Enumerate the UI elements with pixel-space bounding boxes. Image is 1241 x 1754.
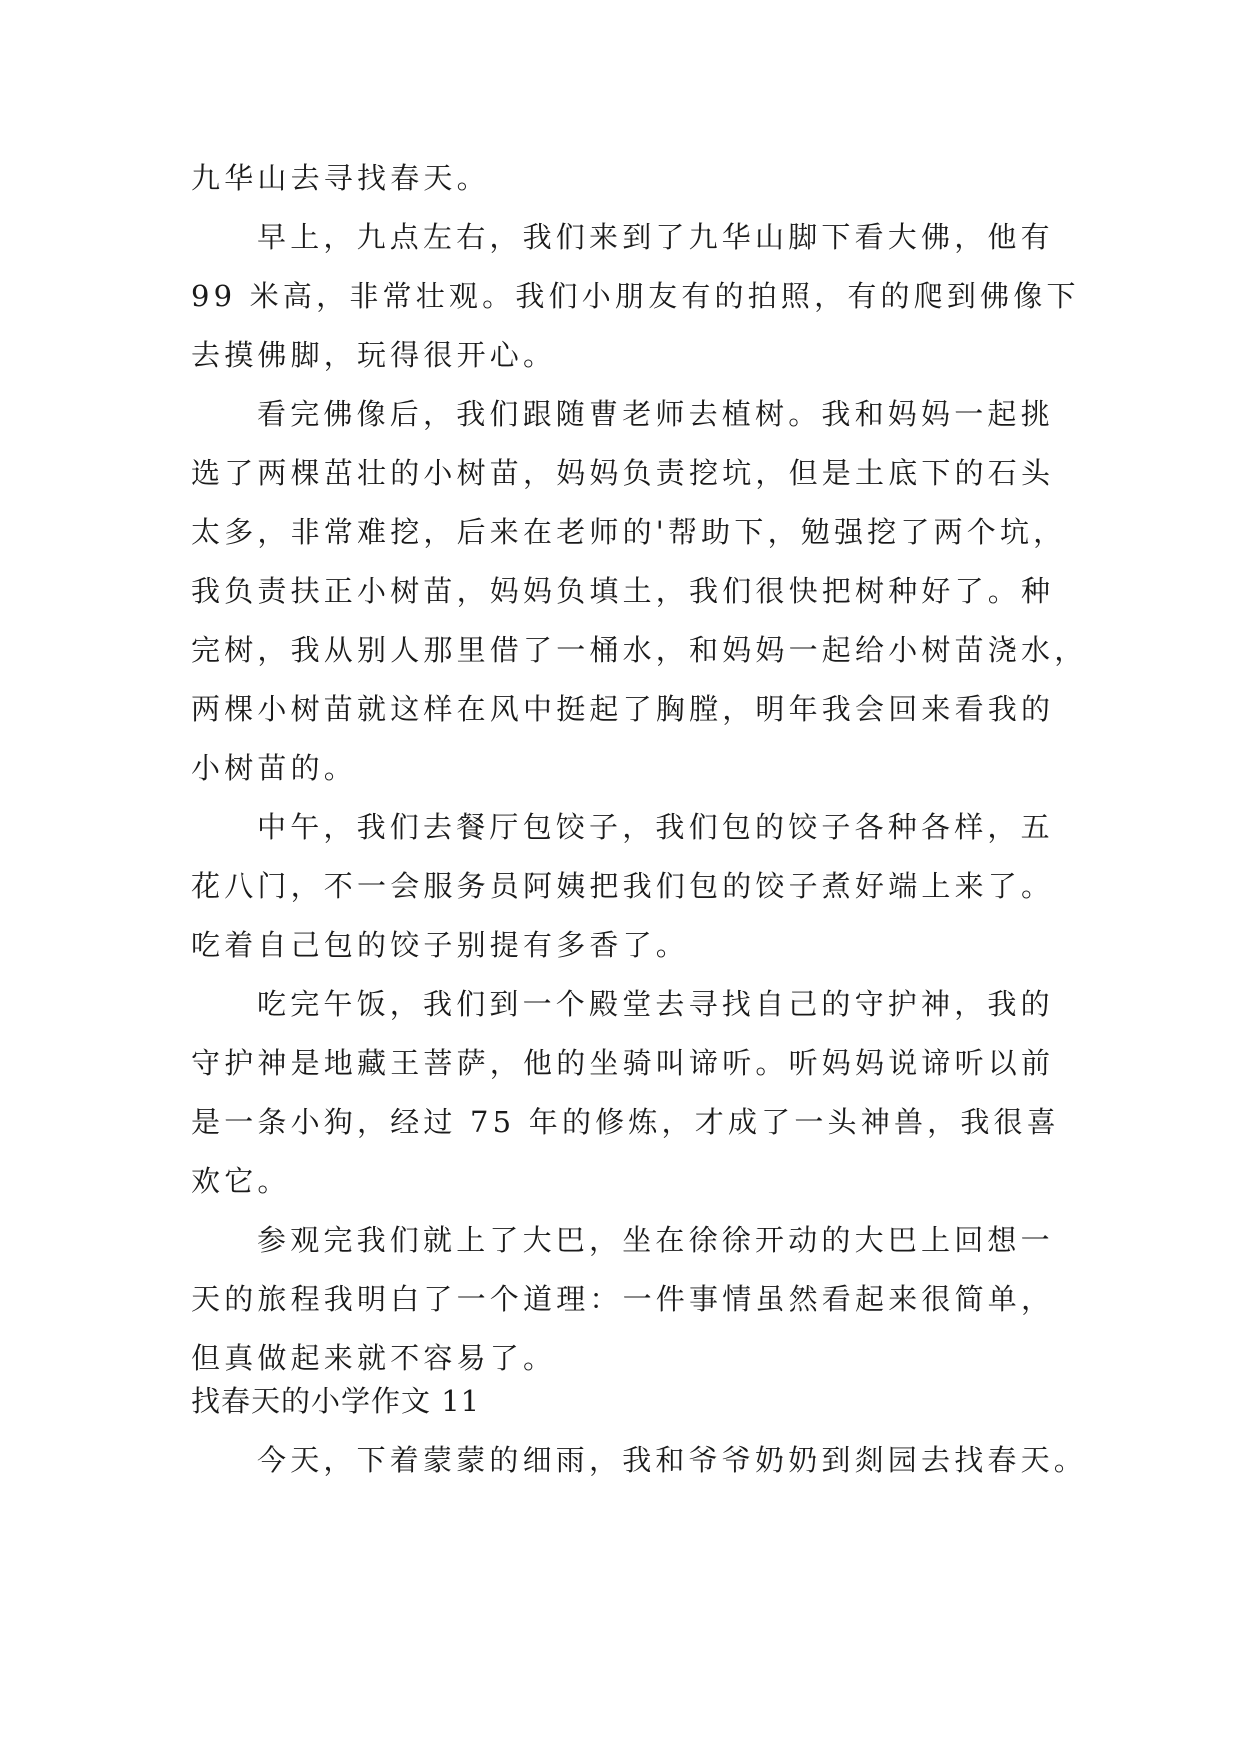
paragraph-line: 吃完午饭，我们到一个殿堂去寻找自己的守护神，我的	[257, 987, 1054, 1021]
paragraph-line: 小树苗的。	[191, 751, 358, 785]
paragraph-line: 两棵小树苗就这样在风中挺起了胸膛，明年我会回来看我的	[191, 692, 1055, 726]
paragraph-line: 完树，我从别人那里借了一桶水，和妈妈一起给小树苗浇水，	[191, 633, 1088, 667]
paragraph-line: 九华山去寻找春天。	[191, 161, 490, 195]
paragraph-line: 我负责扶正小树苗，妈妈负填土，我们很快把树种好了。种	[191, 574, 1055, 608]
paragraph-line: 中午，我们去餐厅包饺子，我们包的饺子各种各样，五	[257, 810, 1054, 844]
paragraph-line: 参观完我们就上了大巴，坐在徐徐开动的大巴上回想一	[257, 1223, 1054, 1257]
section-title: 找春天的小学作文 11	[191, 1384, 481, 1418]
paragraph-line: 花八门，不一会服务员阿姨把我们包的饺子煮好端上来了。	[191, 869, 1055, 903]
essay-body	[191, 149, 1088, 1388]
paragraph-line: 太多，非常难挖，后来在老师的'帮助下，勉强挖了两个坑，	[191, 515, 1067, 549]
essay-body-next	[191, 1431, 1088, 1490]
paragraph-line: 天的旅程我明白了一个道理：一件事情虽然看起来很简单，	[191, 1282, 1055, 1316]
paragraph-line: 但真做起来就不容易了。	[191, 1341, 557, 1375]
paragraph-line: 选了两棵茁壮的小树苗，妈妈负责挖坑，但是土底下的石头	[191, 456, 1055, 490]
paragraph-line: 今天，下着蒙蒙的细雨，我和爷爷奶奶到剡园去找春天。	[257, 1443, 1088, 1477]
paragraph-line: 看完佛像后，我们跟随曹老师去植树。我和妈妈一起挑	[257, 397, 1054, 431]
paragraph-line: 守护神是地藏王菩萨，他的坐骑叫谛听。听妈妈说谛听以前	[191, 1046, 1055, 1080]
paragraph-line: 吃着自己包的饺子别提有多香了。	[191, 928, 690, 962]
paragraph-line: 是一条小狗，经过 75 年的修炼，才成了一头神兽，我很喜	[191, 1105, 1060, 1139]
paragraph-line: 早上，九点左右，我们来到了九华山脚下看大佛，他有	[257, 220, 1054, 254]
paragraph-line: 欢它。	[191, 1164, 291, 1198]
paragraph-line: 去摸佛脚，玩得很开心。	[191, 338, 557, 372]
paragraph-line: 99 米高，非常壮观。我们小朋友有的拍照，有的爬到佛像下	[191, 279, 1080, 313]
